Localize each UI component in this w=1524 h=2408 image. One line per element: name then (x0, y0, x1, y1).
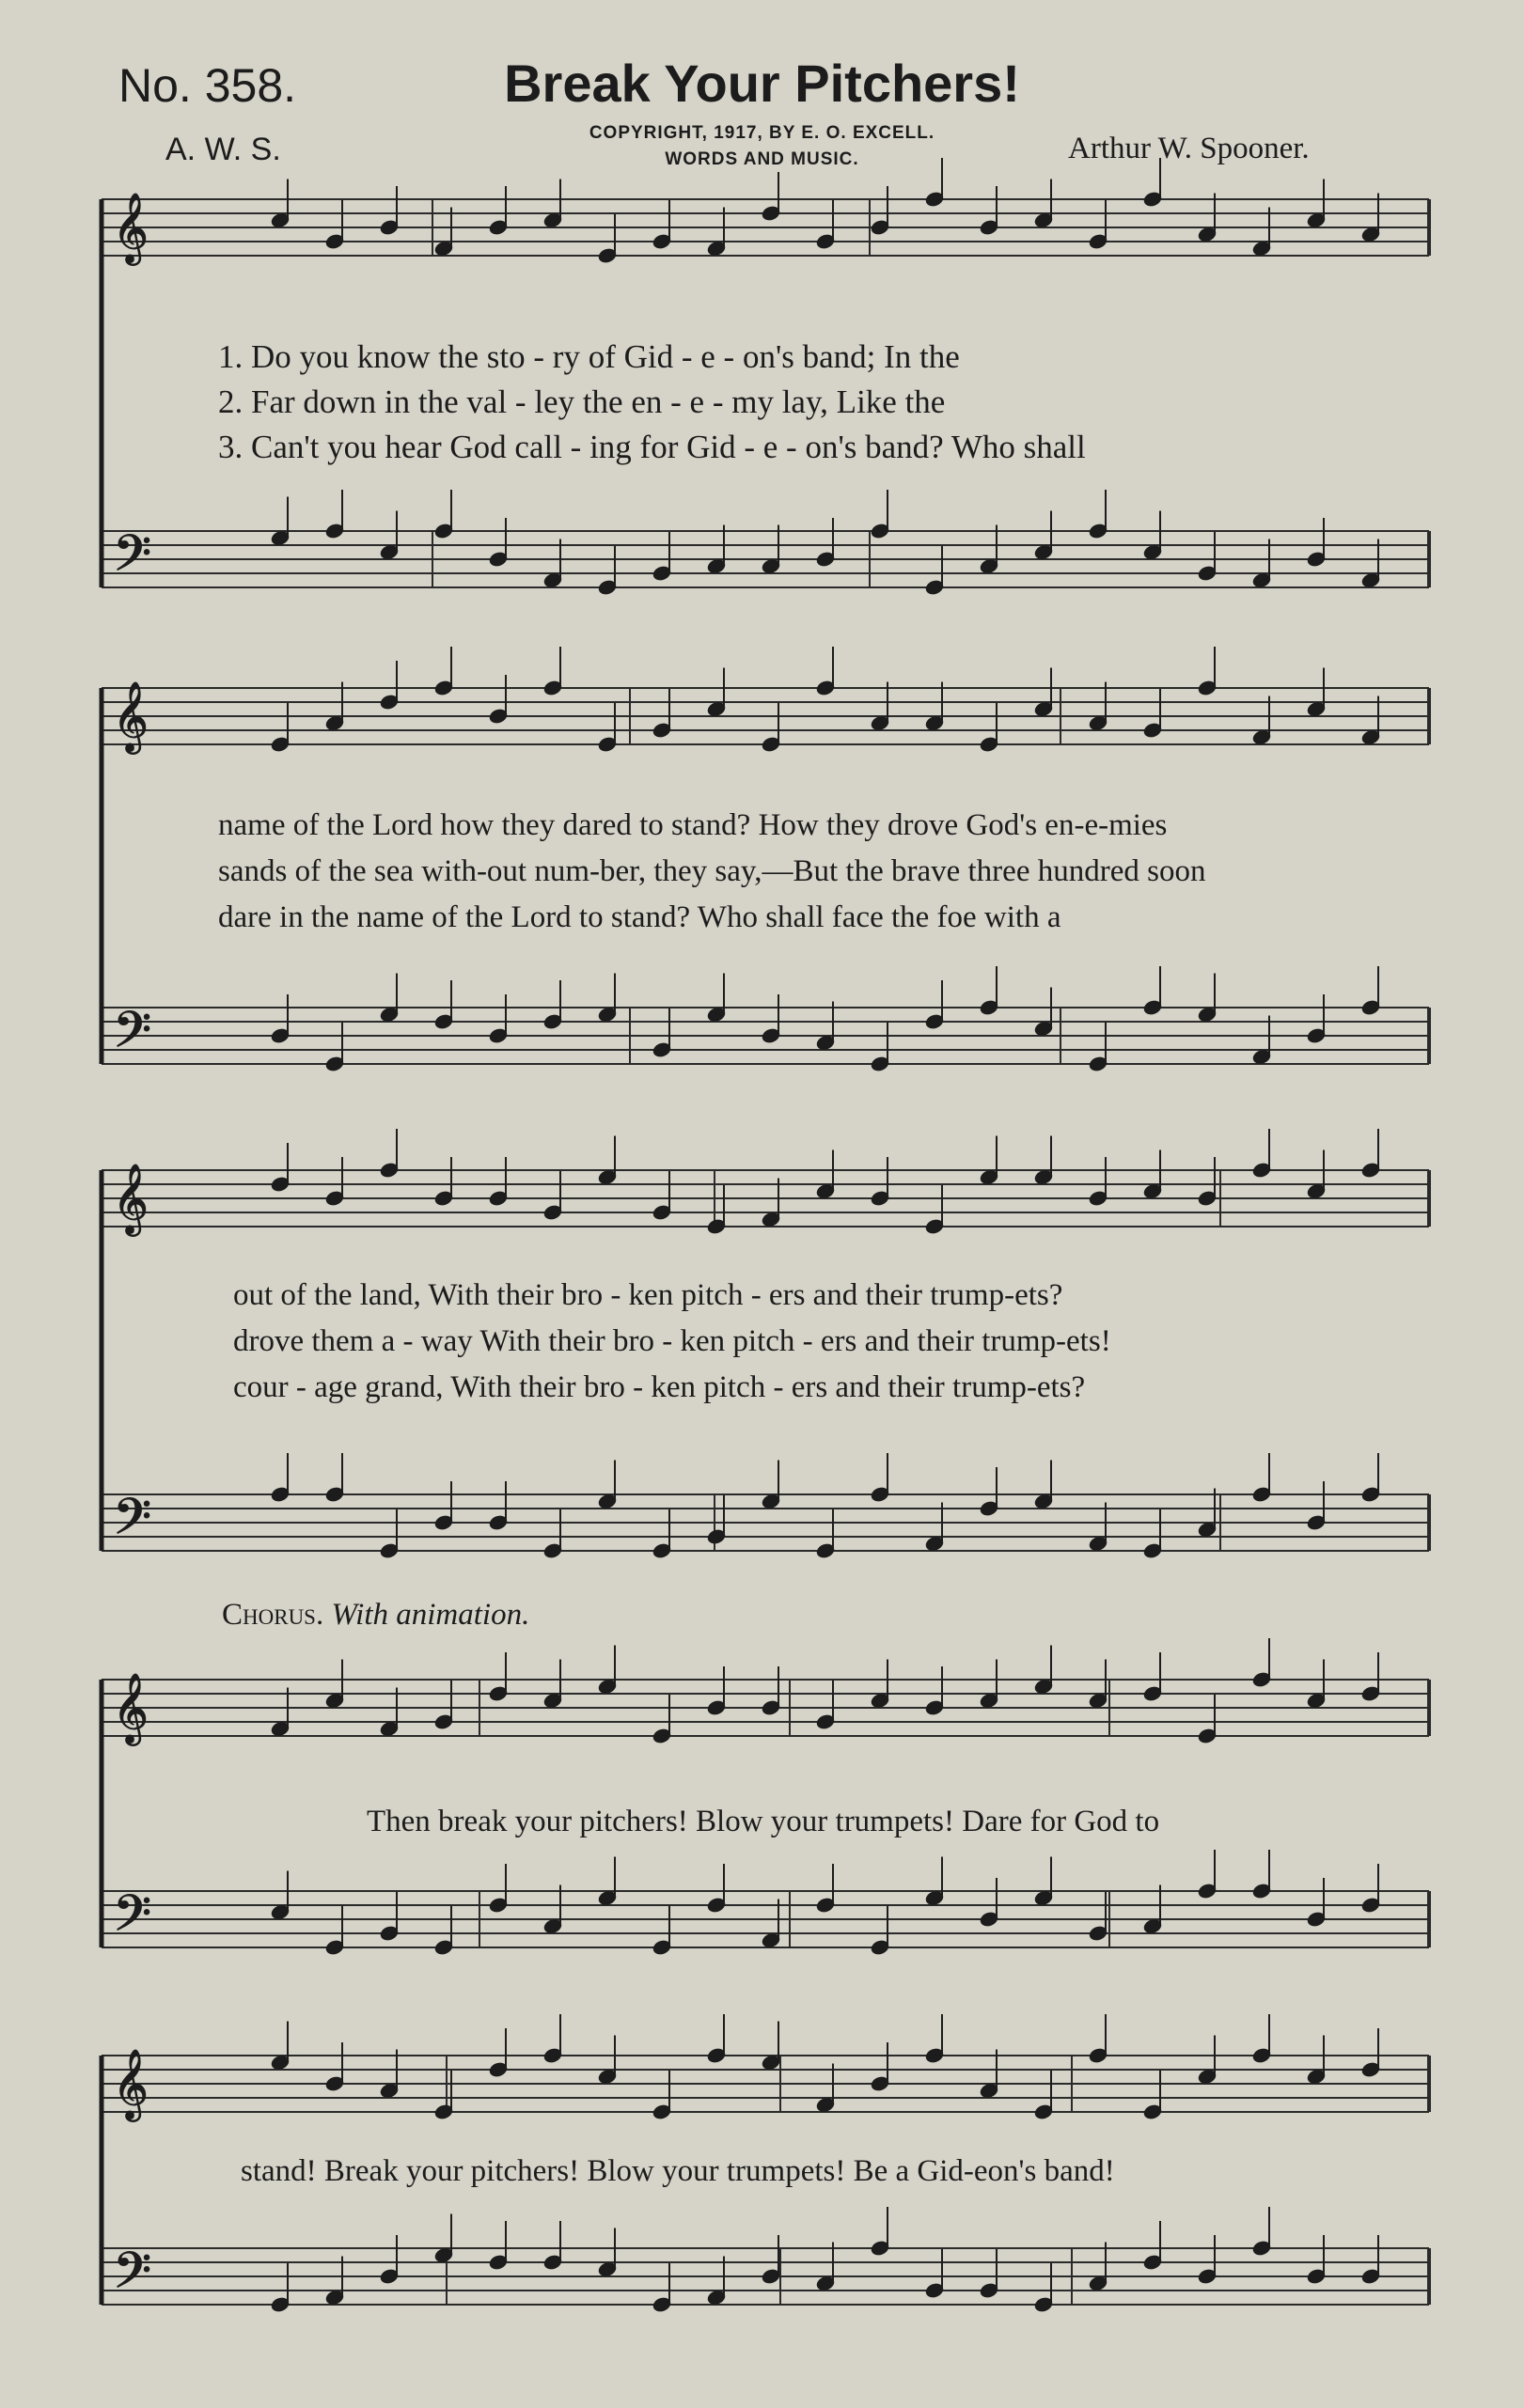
system1-verse1: 1. Do you know the sto - ry of Gid - e - on's band; In the (218, 338, 960, 375)
clef-icon: 𝄢 (113, 1002, 152, 1071)
chorus-lyric-line1: Then break your pitchers! Blow your trumpets! Dare for God to (367, 1805, 1160, 1838)
system1-verse3: 3. Can't you hear God call - ing for Gid - e - on's band? Who shall (218, 429, 1086, 465)
clef-icon: 𝄞 (113, 194, 149, 263)
system2-verse1: name of the Lord how they dared to stand? How they drove God's en-e-mies (218, 808, 1168, 842)
chorus-direction: With animation. (331, 1598, 530, 1632)
lyricist-credit: A. W. S. (165, 132, 281, 167)
clef-icon: 𝄢 (113, 1885, 152, 1955)
system3-verse2: drove them a - way With their bro - ken pitch - ers and their trump-ets! (233, 1324, 1111, 1358)
chorus-heading (222, 1598, 529, 1633)
system3-verse1: out of the land, With their bro - ken pitch - ers and their trump-ets? (233, 1278, 1063, 1312)
clef-icon: 𝄞 (113, 682, 149, 752)
clef-icon: 𝄞 (113, 1165, 149, 1234)
system3-verse3: cour - age grand, With their bro - ken pitch - ers and their trump-ets? (233, 1370, 1086, 1404)
system2-verse3: dare in the name of the Lord to stand? Who shall face the foe with a (218, 900, 1061, 934)
clef-icon: 𝄞 (113, 1674, 149, 1743)
system1-verse2: 2. Far down in the val - ley the en - e - my lay, Like the (218, 383, 946, 420)
clef-icon: 𝄢 (113, 2243, 152, 2312)
hymn-number: No. 358. (118, 59, 297, 112)
copyright-line-1: COPYRIGHT, 1917, BY E. O. EXCELL. (589, 123, 935, 143)
clef-icon: 𝄢 (113, 1489, 152, 1558)
clef-icon: 𝄢 (113, 525, 152, 595)
composer-credit: Arthur W. Spooner. (1068, 132, 1310, 165)
copyright-line-2: WORDS AND MUSIC. (665, 149, 859, 169)
clef-icon: 𝄞 (113, 2050, 149, 2119)
chorus-label: Chorus. (222, 1598, 324, 1632)
hymn-title: Break Your Pitchers! (504, 54, 1020, 113)
chorus-lyric-line2: stand! Break your pitchers! Blow your trumpets! Be a Gid-eon's band! (241, 2154, 1115, 2188)
system2-verse2: sands of the sea with-out num-ber, they say,—But the brave three hundred soon (218, 854, 1206, 888)
